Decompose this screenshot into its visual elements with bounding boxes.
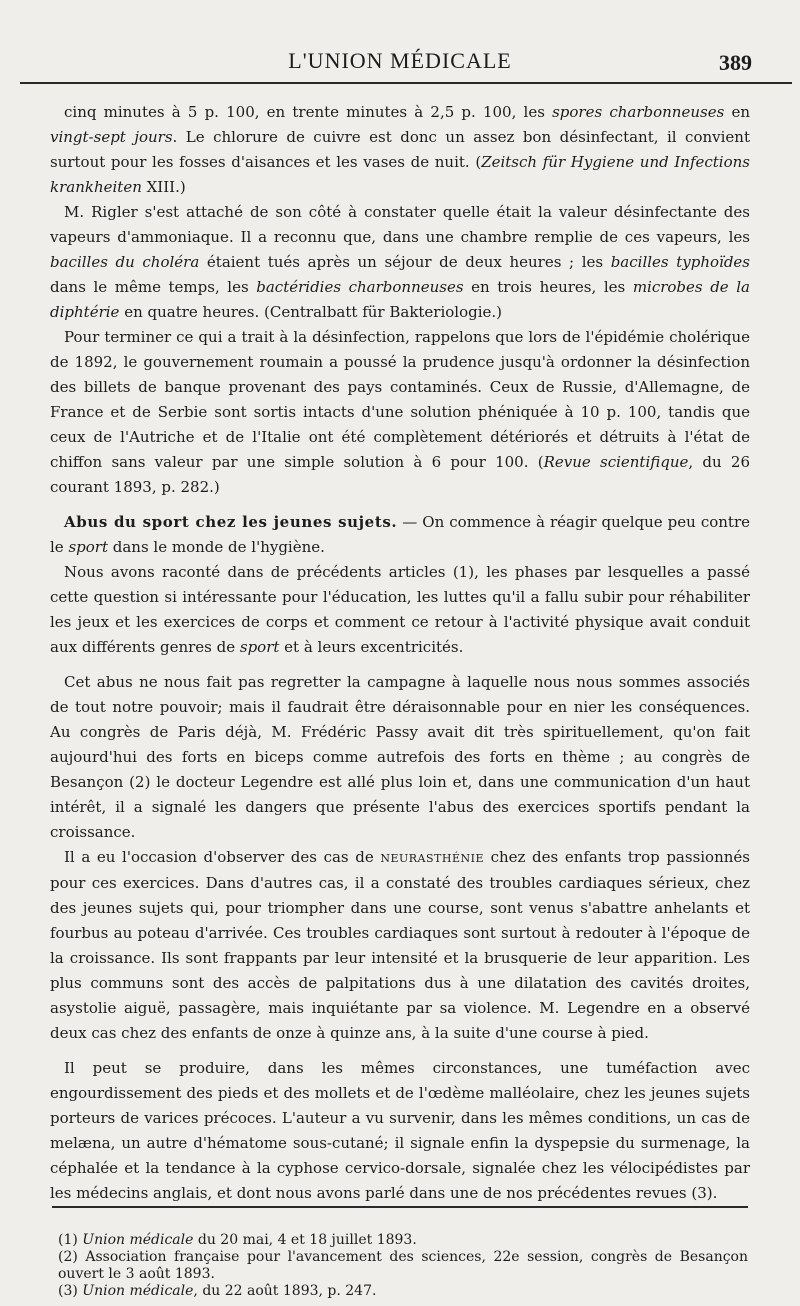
text-run: dans le monde de l'hygiène. — [107, 538, 325, 556]
italic-text: bacilles typhoïdes — [610, 253, 751, 271]
text-run: , du 22 août 1893, p. 247. — [193, 1283, 377, 1299]
header-rule — [20, 82, 792, 84]
italic-text: Union médicale — [82, 1232, 194, 1248]
article-body — [50, 100, 750, 1206]
small-caps-text: NEURASTHÉNIE — [380, 852, 484, 865]
paragraph — [50, 325, 750, 500]
text-run: XIII.) — [141, 178, 186, 196]
paragraph — [50, 560, 750, 660]
text-run: (2) Association française pour l'avancement des sciences, 22e session, congrès de Besançon ouvert le 3 août 1893. — [58, 1249, 748, 1282]
footnotes — [58, 1232, 748, 1300]
footnote — [58, 1232, 748, 1249]
text-run: Pour terminer ce qui a trait à la désinfection, rappelons que lors de l'épidémie cholérique de 1892, le gouvernement roumain a poussé la prudence jusqu'à ordonner la désinfection des billets de banque provenant des pays contaminés. Ceux de Russie, d'Allemagne, de France et de Serbie sont sortis intacts d'une solution phéniquée à 10 p. 100, tandis que ceux de l'Autriche et de l'Italie ont été complètement détériorés et détruits à l'état de chiffon sans valeur par une simple solution à 6 pour 100. ( — [50, 328, 750, 471]
text-run: Cet abus ne nous fait pas regretter la campagne à laquelle nous nous sommes associés de tout notre pouvoir; mais il faudrait être déraisonnable pour en nier les conséquences. Au congrès de Paris déjà, M. Frédéric Passy avait dit très spirituellement, qu'on fait aujourd'hui des forts en biceps comme autrefois des forts en thème ; au congrès de Besançon (2) le docteur Legendre est allé plus loin et, dans une communication d'un haut intérêt, il a signalé les dangers que présente l'abus des exercices sportifs pendant la croissance. — [50, 673, 750, 841]
paragraph — [50, 200, 750, 325]
italic-text: vingt-sept jours — [50, 128, 173, 146]
text-run: dans le même temps, les — [50, 278, 257, 296]
text-run: Il peut se produire, dans les mêmes circonstances, une tuméfaction avec engourdissement des pieds et des mollets et de l'œdème malléolaire, chez les jeunes sujets porteurs de varices précoces. L'auteur a vu survenir, dans les mêmes conditions, un cas de melæna, un autre d'hématome sous-cutané; il signale enfin la dyspepsie du surmenage, la céphalée et la tendance à la cyphose cervico-dorsale, signalée chez les vélocipédistes par les médecins anglais, et dont nous avons parlé dans une de nos précédentes revues (3). — [50, 1059, 750, 1202]
text-run: en — [724, 103, 750, 121]
footnote — [58, 1283, 748, 1300]
italic-text: Union médicale — [82, 1283, 194, 1299]
text-run: cinq minutes à 5 p. 100, en trente minutes à 2,5 p. 100, les — [64, 103, 553, 121]
paragraph — [50, 510, 750, 560]
text-run: , du 26 courant 1893, p. 282.) — [50, 453, 751, 496]
paragraph — [50, 1056, 750, 1206]
italic-text: Revue scientifique — [543, 453, 689, 471]
paragraph — [50, 100, 750, 200]
paragraph — [50, 670, 750, 845]
text-run: — On commence à réagir quelque peu contre le — [50, 513, 750, 556]
footnote-rule — [52, 1206, 748, 1208]
text-run: du 20 mai, 4 et 18 juillet 1893. — [193, 1232, 417, 1248]
italic-text: bacilles du choléra — [50, 253, 200, 271]
text-run: M. Rigler s'est attaché de son côté à constater quelle était la valeur désinfectante des vapeurs d'ammoniaque. Il a reconnu que, dans une chambre remplie de ces vapeurs, les — [50, 203, 750, 246]
journal-title: L'UNION MÉDICALE — [288, 48, 512, 73]
italic-text: Zeitsch für Hygiene und Infections krankheiten — [50, 153, 750, 196]
italic-text: sport — [239, 638, 280, 656]
page-number: 389 — [719, 50, 752, 75]
text-run: en trois heures, les — [463, 278, 633, 296]
paragraph — [50, 845, 750, 1046]
text-run: Nous avons raconté dans de précédents articles (1), les phases par lesquelles a passé cette question si intéressante pour l'éducation, les luttes qu'il a fallu subir pour réhabiliter les jeux et les exercices de corps et comment ce retour à l'activité physique avait conduit aux différents genres de — [50, 563, 750, 656]
italic-text: microbes de la diphtérie — [50, 278, 750, 321]
text-run: (3) — [58, 1283, 83, 1299]
italic-text: sport — [68, 538, 108, 556]
italic-text: bactéridies charbonneuses — [256, 278, 464, 296]
text-run: chez des enfants trop passionnés pour ces exercices. Dans d'autres cas, il a constaté des troubles cardiaques sérieux, chez des jeunes sujets qui, pour triompher dans une course, sont venus s'abattre anhelants et fourbus au poteau d'arrivée. Ces troubles cardiaques sont surtout à redouter à l'époque de la croissance. Ils sont frappants par leur intensité et la brusquerie de leur apparition. Les plus communs sont des accès de palpitations dus à une dilatation des cavités droites, asystolie aiguë, passagère, mais inquiétante par sa violence. M. Legendre en a observé deux cas chez des enfants de onze à quinze ans, à la suite d'une course à pied. — [50, 848, 750, 1042]
text-run: . Le chlorure de cuivre est donc un assez bon désinfectant, il convient surtout pour les fosses d'aisances et les vases de nuit. ( — [50, 128, 750, 171]
text-run: Il a eu l'occasion d'observer des cas de — [64, 848, 381, 866]
text-run: et à leurs excentricités. — [279, 638, 464, 656]
text-run: étaient tués après un séjour de deux heures ; les — [199, 253, 611, 271]
footnote — [58, 1249, 748, 1283]
text-run: (1) — [58, 1232, 83, 1248]
section-title: Abus du sport chez les jeunes sujets. — [64, 513, 398, 531]
italic-text: spores charbonneuses — [552, 103, 725, 121]
text-run: en quatre heures. (Centralbatt für Bakteriologie.) — [119, 303, 503, 321]
